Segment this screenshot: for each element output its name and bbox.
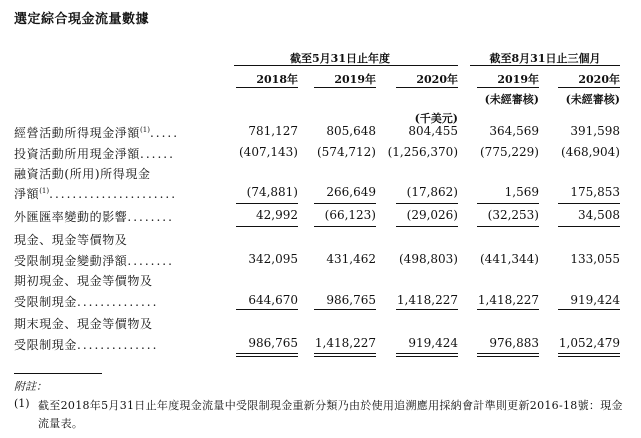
year-header-rule [236,87,298,88]
table-cell: (468,904) [561,145,620,159]
year-header: 2019年 [334,73,376,86]
subtotal-rule [314,226,376,227]
table-cell: 431,462 [326,252,376,266]
table-cell: 342,095 [248,252,298,266]
year-header: 2019年 [497,73,539,86]
row-label [14,336,158,353]
table-cell: 1,569 [504,185,539,199]
table-cell: 266,649 [326,185,376,199]
total-double-rule [477,353,539,357]
table-cell: 976,883 [489,336,539,350]
table-cell: 919,424 [408,336,458,350]
table-cell: 644,670 [248,293,298,307]
row-label [14,315,153,332]
column-group-fiscal-year: 截至5月31日止年度 [290,52,390,65]
table-cell: 986,765 [326,293,376,307]
year-header: 2020年 [578,73,620,86]
notes-heading: 附註： [14,380,47,393]
total-double-rule [236,353,298,357]
table-cell: (17,862) [406,185,458,199]
table-cell: (74,881) [246,185,298,199]
subtotal-rule [477,309,539,310]
leader-dots: ...... [140,147,175,161]
subtotal-rule [558,226,620,227]
total-double-rule [314,353,376,357]
notes-rule [14,373,102,374]
subtotal-rule [558,309,620,310]
row-label [14,165,151,182]
unaudited-label: (未經審核) [484,93,539,106]
table-cell: 34,508 [578,208,620,222]
table-cell: (29,026) [406,208,458,222]
leader-dots: ..... [149,126,180,140]
table-cell: (32,253) [487,208,539,222]
table-cell: (1,256,370) [387,145,458,159]
note-text: 截至2018年5月31日止年度現金流量中受限制現金重新分類乃由於使用追溯應用採納會計準則更新2016-18號：現金流量表。 [38,399,623,430]
table-cell: (66,123) [324,208,376,222]
table-cell: 919,424 [570,293,620,307]
subtotal-rule [477,203,539,204]
row-label [14,124,179,141]
leader-dots: ...................... [49,187,178,201]
table-cell: 1,052,479 [558,336,620,350]
row-label [14,293,158,310]
unit-label: (千美元) [414,112,458,125]
total-double-rule [396,353,458,357]
page-title: 選定綜合現金流量數據 [14,12,150,27]
table-cell: (441,344) [480,252,539,266]
leader-dots: .............. [77,295,159,309]
leader-dots: .............. [77,338,159,352]
table-cell: (574,712) [317,145,376,159]
table-cell: 1,418,227 [477,293,539,307]
row-label-text: 經營活動所得現金淨額 [14,126,141,140]
row-label-text: 融資活動(所用)所得現金 [14,167,151,181]
row-label [14,145,175,162]
table-cell: 781,127 [248,124,298,138]
column-group-rule [234,65,458,66]
table-cell: (775,229) [480,145,539,159]
footnote-marker: (1) [39,187,50,195]
table-cell: 804,455 [408,124,458,138]
column-group-three-months: 截至8月31日止三個月 [489,52,601,65]
table-cell: 986,765 [248,336,298,350]
table-cell: 1,418,227 [314,336,376,350]
note-number: (1) [14,397,30,410]
row-label [14,185,177,202]
table-cell: 133,055 [570,252,620,266]
leader-dots: ........ [127,254,174,268]
row-label-text: 受限制現金 [14,295,78,309]
table-cell: 364,569 [489,124,539,138]
table-cell: (407,143) [239,145,298,159]
subtotal-rule [396,309,458,310]
table-cell: (498,803) [399,252,458,266]
subtotal-rule [236,226,298,227]
row-label [14,208,174,225]
subtotal-rule [396,226,458,227]
footnote-marker: (1) [140,126,150,134]
year-header-rule [558,87,620,88]
year-header-rule [477,87,539,88]
table-cell: 391,598 [570,124,620,138]
subtotal-rule [314,203,376,204]
row-label-text: 期初現金、現金等價物及 [14,274,153,288]
table-cell: 175,853 [570,185,620,199]
table-cell: 1,418,227 [396,293,458,307]
unaudited-label: (未經審核) [565,93,620,106]
table-cell: 805,648 [326,124,376,138]
table-cell: 42,992 [256,208,298,222]
subtotal-rule [314,309,376,310]
year-header-rule [314,87,376,88]
row-label-text: 受限制現金變動淨額 [14,254,128,268]
row-label-text: 外匯匯率變動的影響 [14,210,128,224]
subtotal-rule [396,203,458,204]
leader-dots: ........ [127,210,174,224]
subtotal-rule [236,203,298,204]
row-label-text: 投資活動所用現金淨額 [14,147,141,161]
year-header: 2020年 [416,73,458,86]
row-label [14,272,153,289]
subtotal-rule [558,203,620,204]
row-label-text: 現金、現金等價物及 [14,233,128,247]
row-label-text: 淨額 [14,187,40,201]
subtotal-rule [477,226,539,227]
year-header: 2018年 [256,73,298,86]
total-double-rule [558,353,620,357]
row-label [14,231,127,248]
row-label-text: 受限制現金 [14,338,78,352]
row-label [14,252,174,269]
column-group-rule [470,65,620,66]
year-header-rule [396,87,458,88]
subtotal-rule [236,309,298,310]
row-label-text: 期末現金、現金等價物及 [14,317,153,331]
